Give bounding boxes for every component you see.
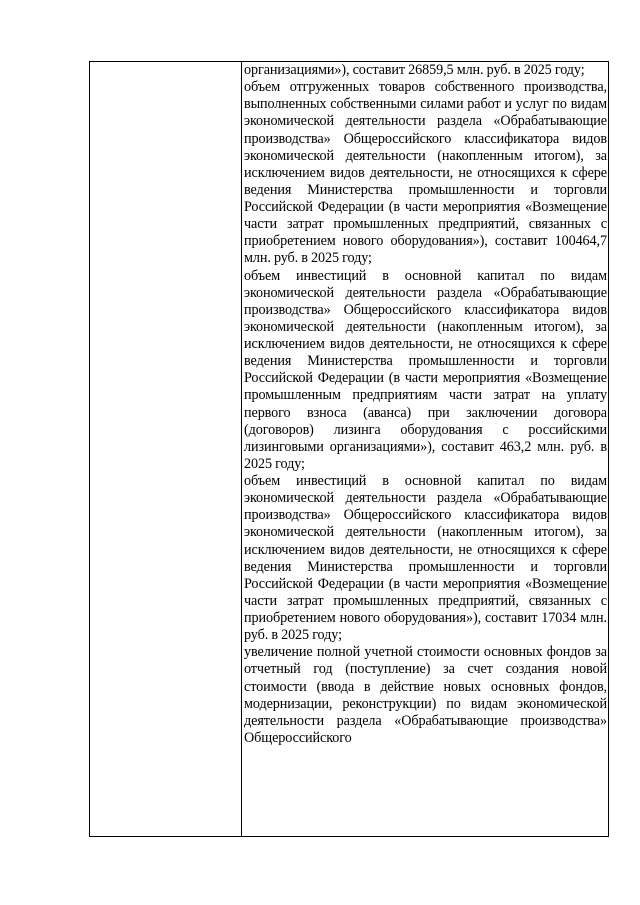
- paragraph-1: организациями»), составит 26859,5 млн. руб. в 2025 году;: [244, 62, 585, 78]
- paragraph-5: увеличение полной учетной стоимости основных фондов за отчетный год (поступление) за счет создания новой стоимости (ввода в действие новых основных фондов, модернизации, реконструкции) по видам экономической деятельности раздела «Обрабатывающие производства» Общероссийского: [244, 644, 607, 746]
- document-table: [89, 61, 609, 837]
- table-right-cell: [242, 62, 608, 836]
- paragraph-2: объем отгруженных товаров собственного производства, выполненных собственными силами работ и услуг по видам экономической деятельности раздела «Обрабатывающие производства» Общероссийского классификатора видов экономической деятельности (накопленным итогом), за исключением видов деятельности, не относящихся к сфере ведения Министерства промышленности и торговли Российской Федерации (в части мероприятия «Возмещение части затрат промышленных предприятий, связанных с приобретением нового оборудования»), составит 100464,7 млн. руб. в 2025 году;: [244, 79, 607, 267]
- table-left-cell: [90, 62, 242, 836]
- paragraph-3: объем инвестиций в основной капитал по видам экономической деятельности раздела «Обрабатывающие производства» Общероссийского классификатора видов экономической деятельности (накопленным итогом), за исключением видов деятельности, не относящихся к сфере ведения Министерства промышленности и торговли Российской Федерации (в части мероприятия «Возмещение промышленным предприятиям части затрат на уплату первого взноса (аванса) при заключении договора (договоров) лизинга оборудования с российскими лизинговыми организациями»), составит 463,2 млн. руб. в 2025 году;: [244, 267, 607, 472]
- paragraph-4: объем инвестиций в основной капитал по видам экономической деятельности раздела «Обрабатывающие производства» Общероссийского классификатора видов экономической деятельности (накопленным итогом), за исключением видов деятельности, не относящихся к сфере ведения Министерства промышленности и торговли Российской Федерации (в части мероприятия «Возмещение части затрат промышленных предприятий, связанных с приобретением нового оборудования»), составит 17034 млн. руб. в 2025 году;: [244, 473, 607, 644]
